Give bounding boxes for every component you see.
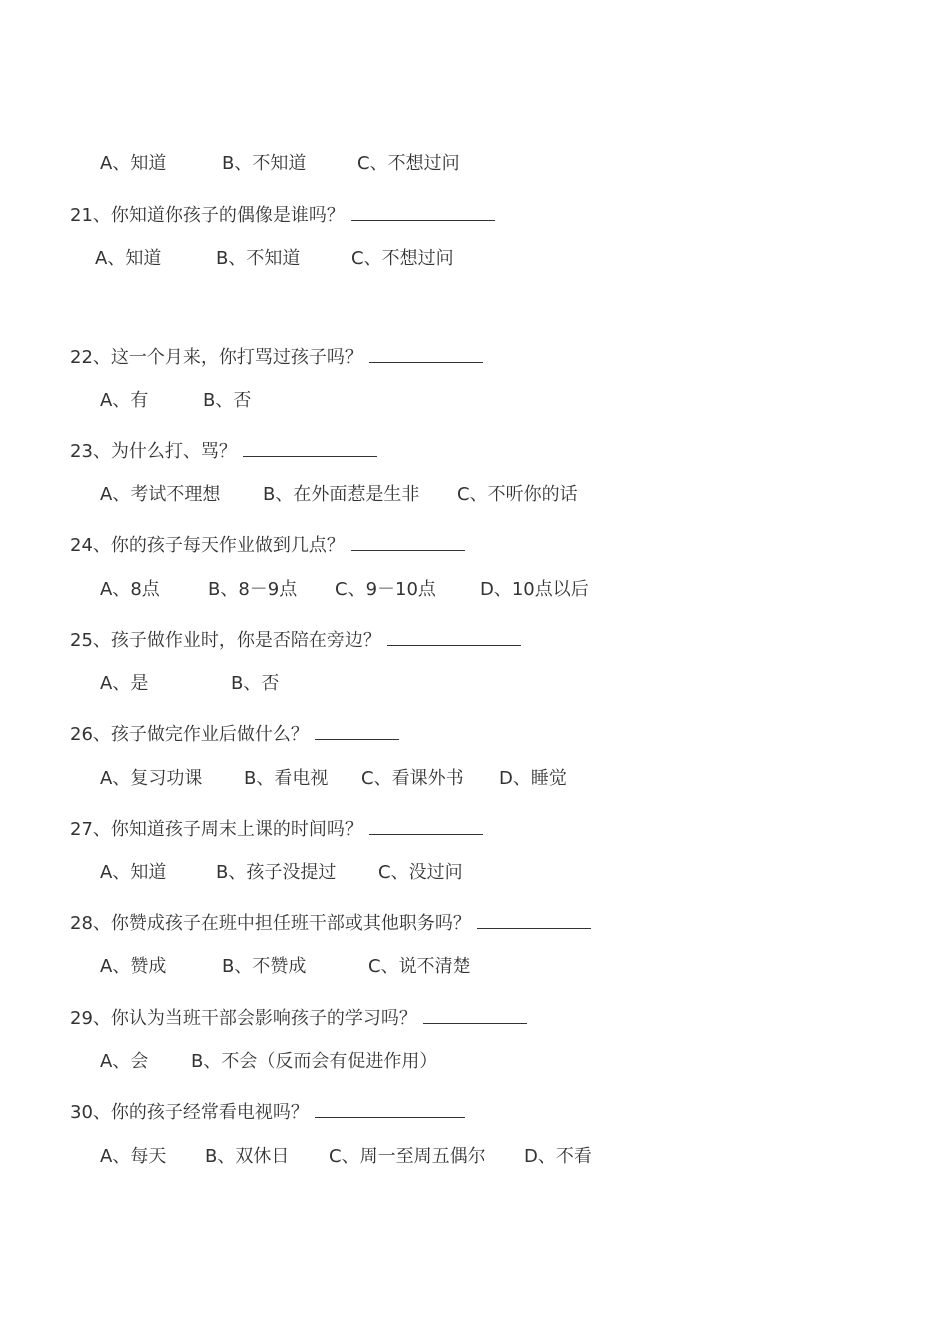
question-text: 29、你认为当班干部会影响孩子的学习吗？ xyxy=(70,1008,417,1029)
option-a[interactable]: A、知道 xyxy=(100,153,167,174)
option-b[interactable]: B、否 xyxy=(203,390,252,411)
question-27 xyxy=(70,814,483,842)
answer-blank[interactable] xyxy=(315,1097,465,1118)
question-21 xyxy=(70,200,495,228)
question-26 xyxy=(70,719,399,747)
option-d[interactable]: D、不看 xyxy=(524,1146,592,1167)
option-a[interactable]: A、是 xyxy=(100,673,149,694)
option-b[interactable]: B、看电视 xyxy=(244,768,329,789)
option-c[interactable]: C、不听你的话 xyxy=(457,484,578,505)
question-30 xyxy=(70,1097,465,1125)
option-c[interactable]: C、看课外书 xyxy=(361,768,464,789)
option-c[interactable]: C、说不清楚 xyxy=(368,956,471,977)
answer-blank[interactable] xyxy=(351,530,465,551)
answer-blank[interactable] xyxy=(315,719,399,740)
question-text: 25、孩子做作业时，你是否陪在旁边？ xyxy=(70,630,381,651)
option-b[interactable]: B、否 xyxy=(231,673,280,694)
option-b[interactable]: B、不知道 xyxy=(216,248,301,269)
option-a[interactable]: A、知道 xyxy=(95,248,162,269)
question-text: 26、孩子做完作业后做什么？ xyxy=(70,724,309,745)
question-text: 21、你知道你孩子的偶像是谁吗？ xyxy=(70,205,345,226)
question-text: 22、这一个月来，你打骂过孩子吗？ xyxy=(70,347,363,368)
question-23 xyxy=(70,436,377,464)
option-a[interactable]: A、考试不理想 xyxy=(100,484,221,505)
option-a[interactable]: A、8点 xyxy=(100,579,160,600)
option-b[interactable]: B、双休日 xyxy=(205,1146,290,1167)
option-c[interactable]: C、没过问 xyxy=(378,862,463,883)
option-c[interactable]: C、周一至周五偶尔 xyxy=(329,1146,486,1167)
answer-blank[interactable] xyxy=(387,625,521,646)
option-a[interactable]: A、赞成 xyxy=(100,956,167,977)
option-a[interactable]: A、知道 xyxy=(100,862,167,883)
option-d[interactable]: D、10点以后 xyxy=(480,579,589,600)
option-a[interactable]: A、复习功课 xyxy=(100,768,203,789)
question-29 xyxy=(70,1003,527,1031)
question-25 xyxy=(70,625,521,653)
answer-blank[interactable] xyxy=(351,200,495,221)
question-28 xyxy=(70,908,591,936)
question-text: 30、你的孩子经常看电视吗？ xyxy=(70,1102,309,1123)
option-b[interactable]: B、8－9点 xyxy=(208,579,298,600)
option-b[interactable]: B、在外面惹是生非 xyxy=(263,484,420,505)
option-b[interactable]: B、不会（反而会有促进作用） xyxy=(191,1051,438,1072)
answer-blank[interactable] xyxy=(243,436,377,457)
answer-blank[interactable] xyxy=(369,342,483,363)
option-d[interactable]: D、睡觉 xyxy=(499,768,567,789)
option-b[interactable]: B、不赞成 xyxy=(222,956,307,977)
option-c[interactable]: C、不想过问 xyxy=(351,248,454,269)
answer-blank[interactable] xyxy=(369,814,483,835)
question-24 xyxy=(70,530,465,558)
option-b[interactable]: B、孩子没提过 xyxy=(216,862,337,883)
option-a[interactable]: A、会 xyxy=(100,1051,149,1072)
answer-blank[interactable] xyxy=(423,1003,527,1024)
question-text: 28、你赞成孩子在班中担任班干部或其他职务吗？ xyxy=(70,913,471,934)
question-text: 23、为什么打、骂？ xyxy=(70,441,237,462)
option-a[interactable]: A、每天 xyxy=(100,1146,167,1167)
question-text: 24、你的孩子每天作业做到几点？ xyxy=(70,535,345,556)
option-c[interactable]: C、不想过问 xyxy=(357,153,460,174)
question-text: 27、你知道孩子周末上课的时间吗？ xyxy=(70,819,363,840)
answer-blank[interactable] xyxy=(477,908,591,929)
option-c[interactable]: C、9－10点 xyxy=(335,579,436,600)
option-b[interactable]: B、不知道 xyxy=(222,153,307,174)
question-22 xyxy=(70,342,483,370)
option-a[interactable]: A、有 xyxy=(100,390,149,411)
